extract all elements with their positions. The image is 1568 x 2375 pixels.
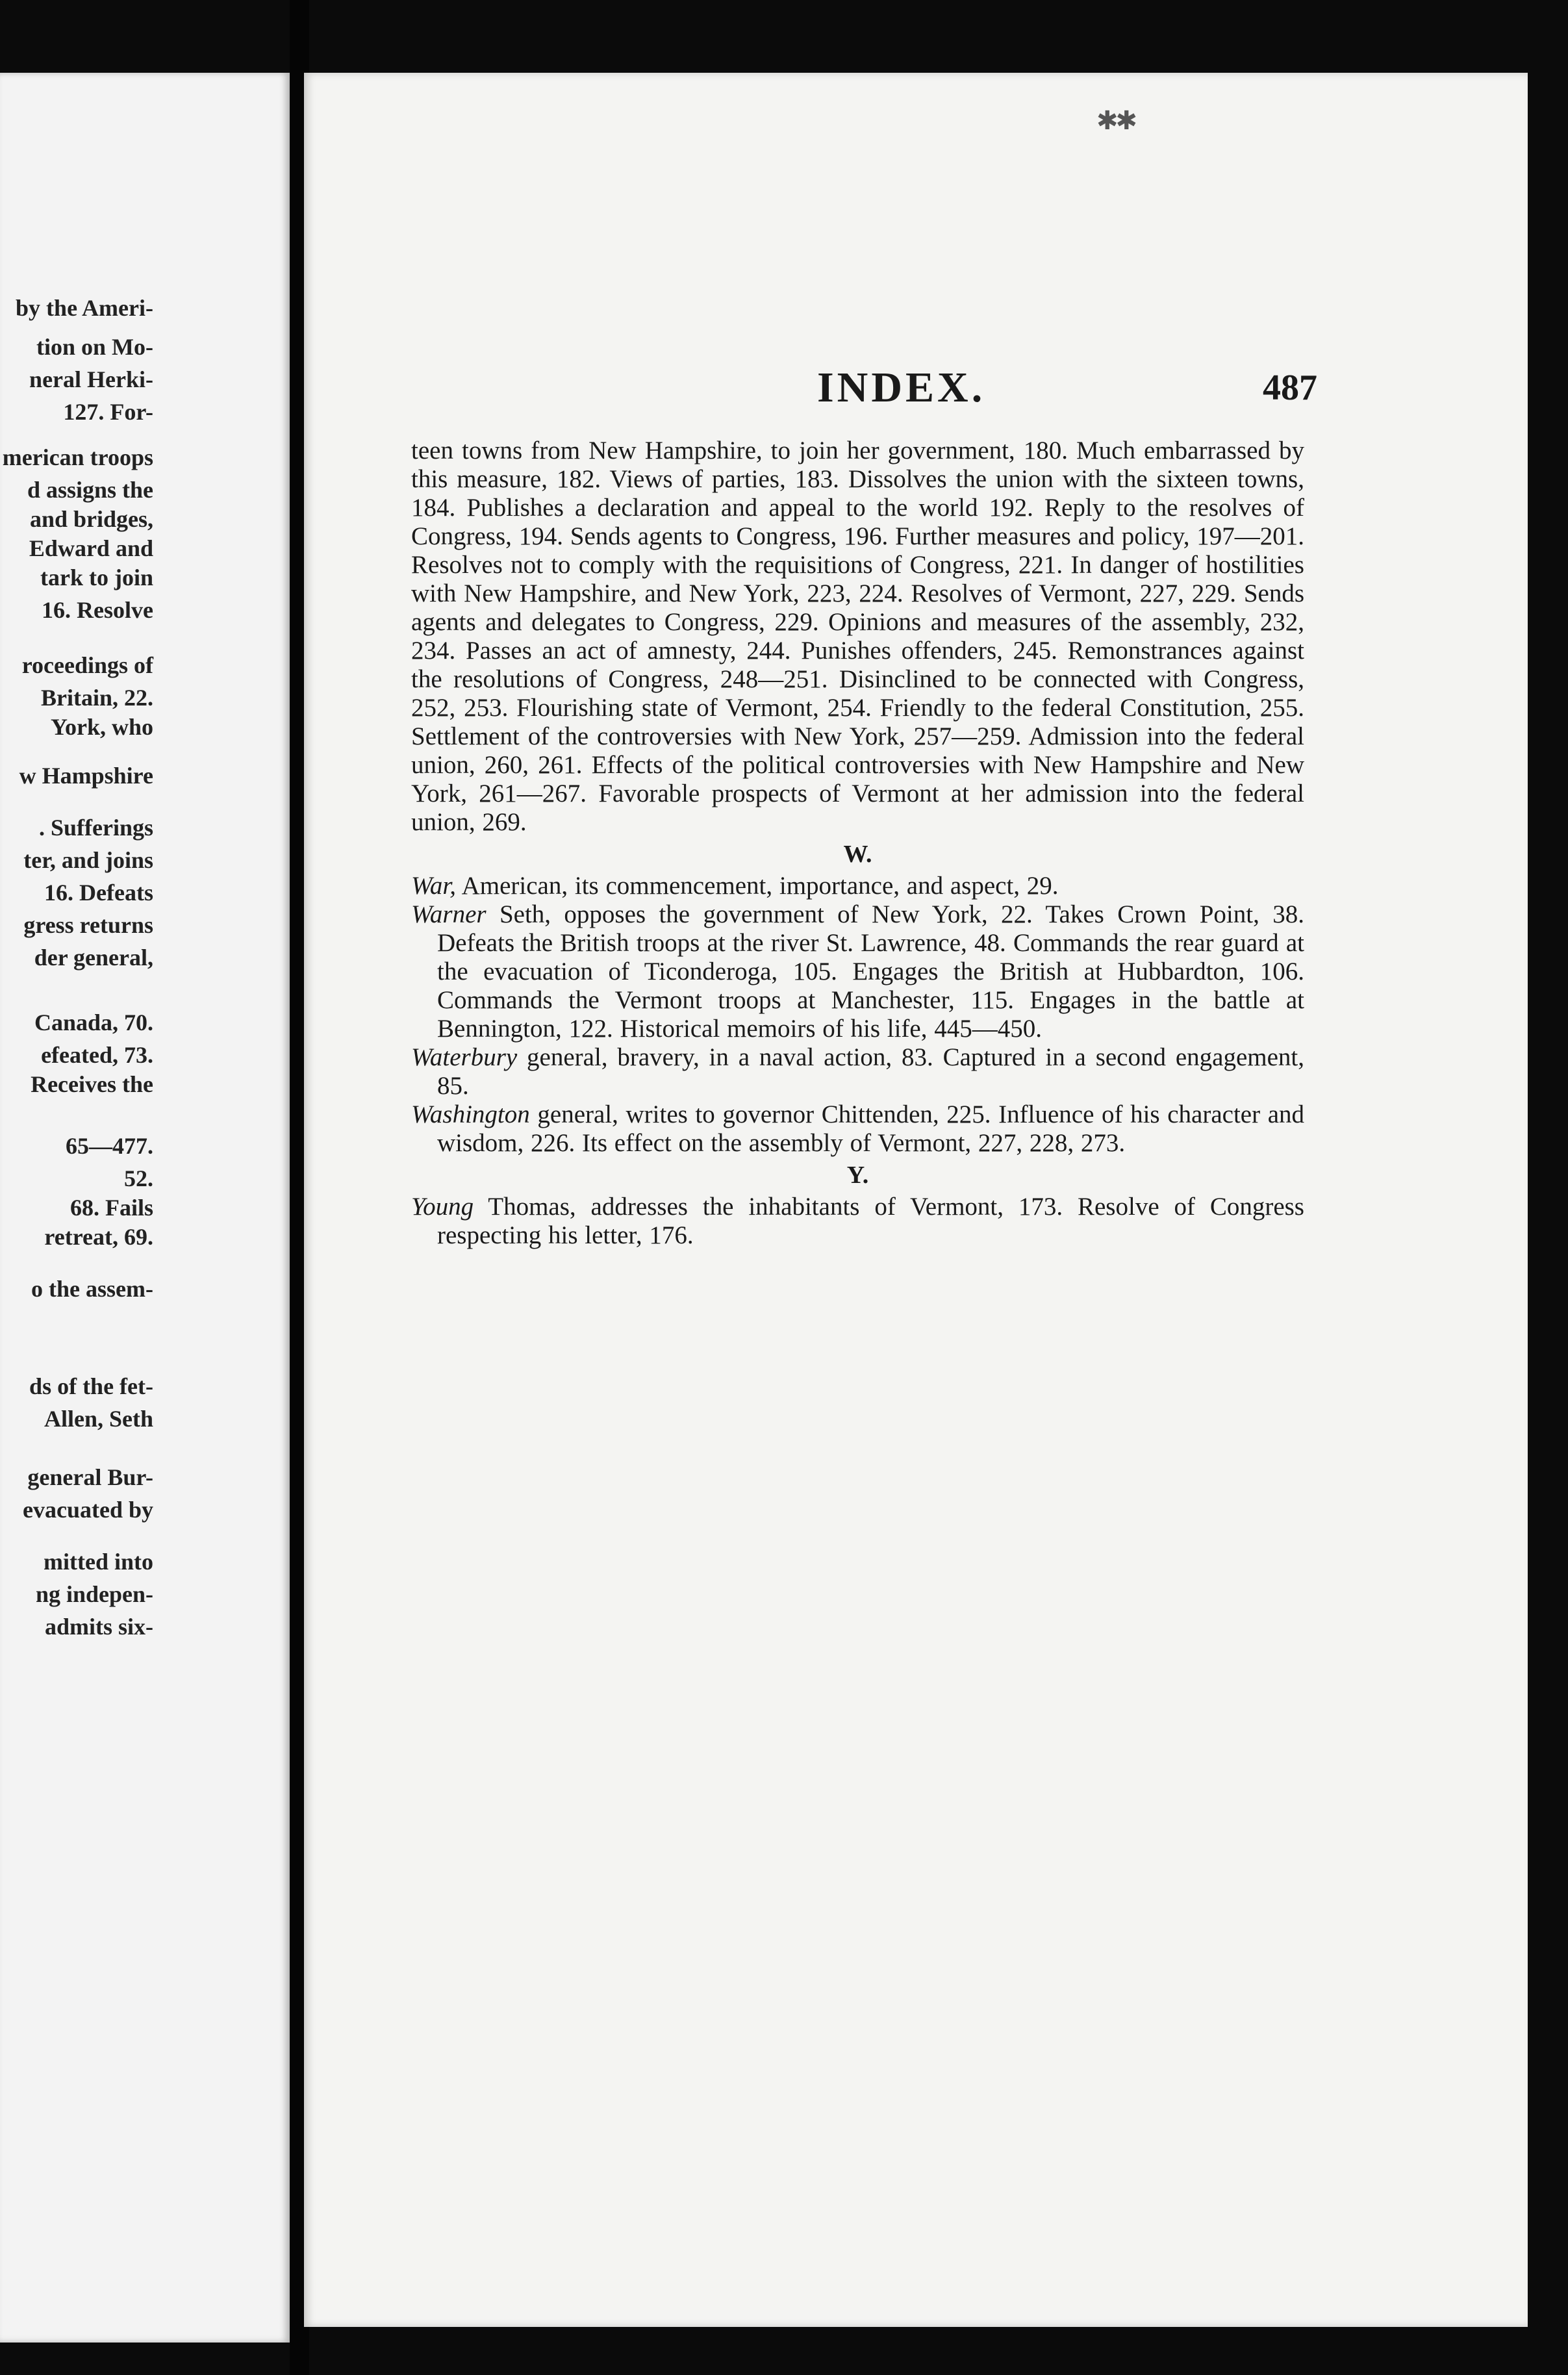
left-page-line: Receives the (31, 1071, 153, 1097)
left-page-line: der general, (34, 945, 153, 971)
left-page-line: York, who (50, 714, 153, 740)
left-page-line: Allen, Seth (44, 1406, 153, 1432)
entry-heading: War, (411, 872, 457, 900)
left-page-line: Edward and (29, 535, 153, 561)
entry-text: Seth, opposes the government of New York, 22. Takes Crown Point, 38. Defeats the British troops at the river St. Lawrence, 48. Commands the rear guard at the evacuation of Ticonderoga, 105. Engages the British at Hubbardton, 106. Commands the Vermont troops at Manchester, 115. Engages in the battle at Bennington, 122. Historical memoirs of his life, 445—450. (437, 900, 1304, 1043)
entry-heading: Washington (411, 1100, 530, 1128)
left-page-line: 16. Defeats (44, 880, 153, 906)
left-page-line: ter, and joins (23, 847, 153, 873)
index-page (304, 73, 1528, 2327)
section-letter-w: W. (843, 841, 872, 868)
page-title: INDEX. (817, 364, 986, 411)
entry-text: American, its commencement, importance, and aspect, 29. (456, 872, 1059, 900)
index-entry (411, 1100, 1304, 1158)
left-page-line: Canada, 70. (34, 1010, 153, 1035)
left-page-line: tion on Mo- (36, 334, 153, 360)
section-letter-y: Y. (846, 1162, 869, 1189)
left-page-line: efeated, 73. (41, 1042, 153, 1068)
vermont-entry-continuation: teen towns from New Hampshire, to join her government, 180. Much embarrassed by this measure, 182. Views of parties, 183. Dissolves the union with the sixteen towns, 184. Publishes a declaration and appeal to the world 192. Reply to the resolves of Congress, 194. Sends agents to Congress, 196. Further measures and policy, 197—201. Resolves not to comply with the requisitions of Congress, 221. In danger of hostilities with New Hampshire, and New York, 223, 224. Resolves of Vermont, 227, 229. Sends agents and delegates to Congress, 229. Opinions and measures of the assembly, 232, 234. Passes an act of amnesty, 244. Punishes offenders, 245. Remonstrances against the resolutions of Congress, 248—251. Disinclined to be connected with Congress, 252, 253. Flourishing state of Vermont, 254. Friendly to the federal Constitution, 255. Settlement of the controversies with New York, 257—259. Admission into the federal union, 260, 261. Effects of the political controversies with New Hampshire and New York, 261—267. Favorable prospects of Vermont at her admission into the federal union, 269. (411, 437, 1304, 836)
entry-heading: Warner (411, 900, 487, 928)
left-page-line: w Hampshire (19, 763, 153, 789)
left-page-line: merican troops (2, 444, 153, 470)
left-page-line: Britain, 22. (40, 685, 153, 711)
left-page-line: retreat, 69. (44, 1224, 153, 1250)
left-page-line: by the Ameri- (16, 295, 153, 321)
left-page-line: admits six- (44, 1614, 153, 1640)
entry-text: Thomas, addresses the inhabitants of Vermont, 173. Resolve of Congress respecting his letter, 176. (437, 1193, 1304, 1249)
left-page-line: 16. Resolve (42, 597, 153, 623)
left-page-line: . Sufferings (38, 815, 153, 841)
left-page-line: general Bur- (27, 1464, 153, 1490)
left-page-line: roceedings of (21, 652, 153, 678)
entries-w (411, 872, 1304, 1158)
index-entry (411, 900, 1304, 1043)
left-page-line: gress returns (23, 912, 153, 938)
left-page-line: neral Herki- (29, 366, 153, 392)
entry-text: general, bravery, in a naval action, 83. Captured in a second engagement, 85. (437, 1043, 1304, 1100)
index-entry (411, 1193, 1304, 1250)
index-entry (411, 872, 1304, 900)
page-header (304, 359, 1528, 417)
left-page-line: 127. For- (63, 399, 153, 425)
show-through-text (411, 1424, 1282, 1638)
left-page-line: 65—477. (66, 1133, 153, 1159)
index-entry (411, 1043, 1304, 1100)
entry-heading: Young (411, 1193, 474, 1221)
entry-text: general, writes to governor Chittenden, 225. Influence of his character and wisdom, 226. Its effect on the assembly of Vermont, 227, 228, 273. (437, 1100, 1304, 1157)
entries-y (411, 1193, 1304, 1250)
entry-heading: Waterbury (411, 1043, 518, 1071)
left-page-line: evacuated by (23, 1497, 153, 1523)
page-number: 487 (1263, 368, 1317, 408)
left-page-line: d assigns the (27, 477, 153, 503)
left-page-line: tark to join (40, 565, 153, 591)
left-page-line: 52. (124, 1165, 153, 1191)
left-page-line: and bridges, (29, 506, 153, 532)
ink-smudge-icon: ✱✱ (1096, 106, 1135, 135)
left-facing-page (0, 73, 290, 2343)
left-page-line: ng indepen- (35, 1581, 153, 1607)
left-page-line: o the assem- (31, 1276, 153, 1302)
left-page-line: ds of the fet- (29, 1373, 153, 1399)
left-page-line: 68. Fails (70, 1195, 153, 1221)
left-page-line: mitted into (44, 1549, 153, 1575)
index-body (411, 437, 1304, 1250)
